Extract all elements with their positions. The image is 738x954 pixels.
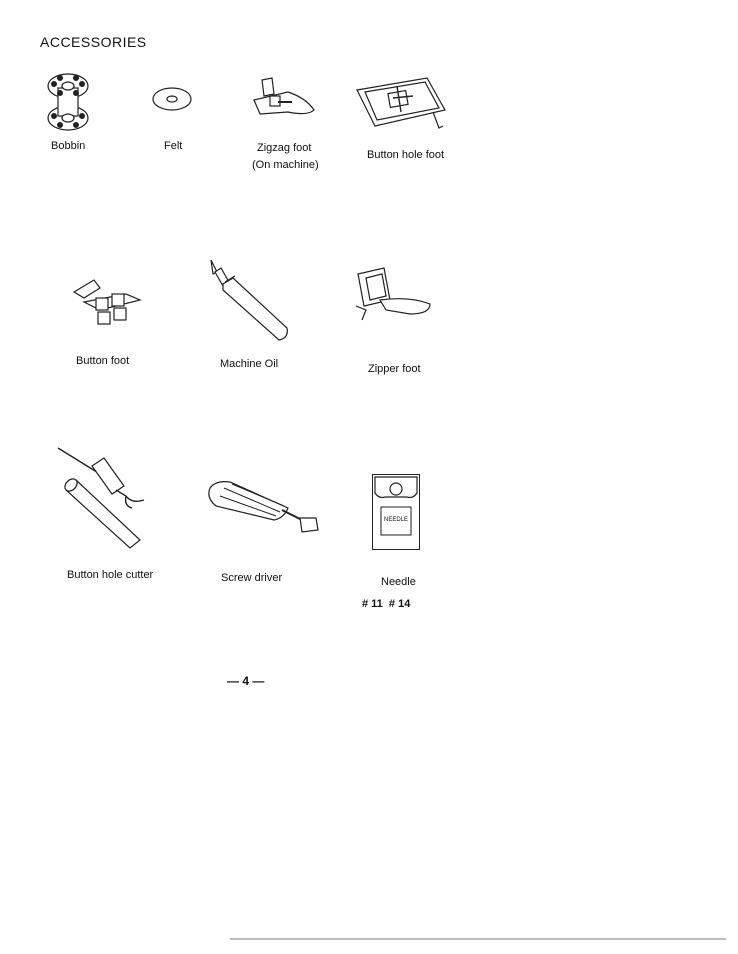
- item-sublabel-needle-sizes: # 11 # 14: [362, 598, 411, 610]
- machine-oil-icon: [205, 258, 291, 342]
- item-label-button-foot: Button foot: [76, 355, 130, 367]
- needle-packet-icon: [372, 474, 420, 550]
- item-label-machine-oil: Machine Oil: [220, 358, 279, 370]
- item-label-felt: Felt: [164, 140, 183, 152]
- item-sublabel-zigzag-foot: (On machine): [252, 159, 319, 171]
- page-number: — 4 —: [227, 674, 265, 688]
- screw-driver-icon: [204, 478, 320, 536]
- zipper-foot-icon: [350, 266, 434, 328]
- button-foot-icon: [66, 276, 150, 330]
- item-label-zigzag-foot: Zigzag foot: [257, 142, 312, 154]
- item-label-button-hole-foot: Button hole foot: [367, 149, 445, 161]
- bobbin-icon: [44, 72, 92, 132]
- item-label-zipper-foot: Zipper foot: [368, 363, 421, 375]
- button-hole-foot-icon: [353, 76, 449, 132]
- felt-icon: [151, 86, 193, 112]
- item-label-button-hole-cutter: Button hole cutter: [67, 569, 154, 581]
- bottom-rule: [230, 938, 726, 940]
- item-label-screw-driver: Screw driver: [221, 572, 283, 584]
- zigzag-foot-icon: [248, 76, 318, 120]
- item-label-needle: Needle: [381, 576, 416, 588]
- item-label-bobbin: Bobbin: [51, 140, 86, 152]
- button-hole-cutter-icon: [56, 446, 148, 548]
- page-title: ACCESSORIES: [40, 34, 147, 50]
- needle-packet-label: NEEDLE: [383, 517, 408, 523]
